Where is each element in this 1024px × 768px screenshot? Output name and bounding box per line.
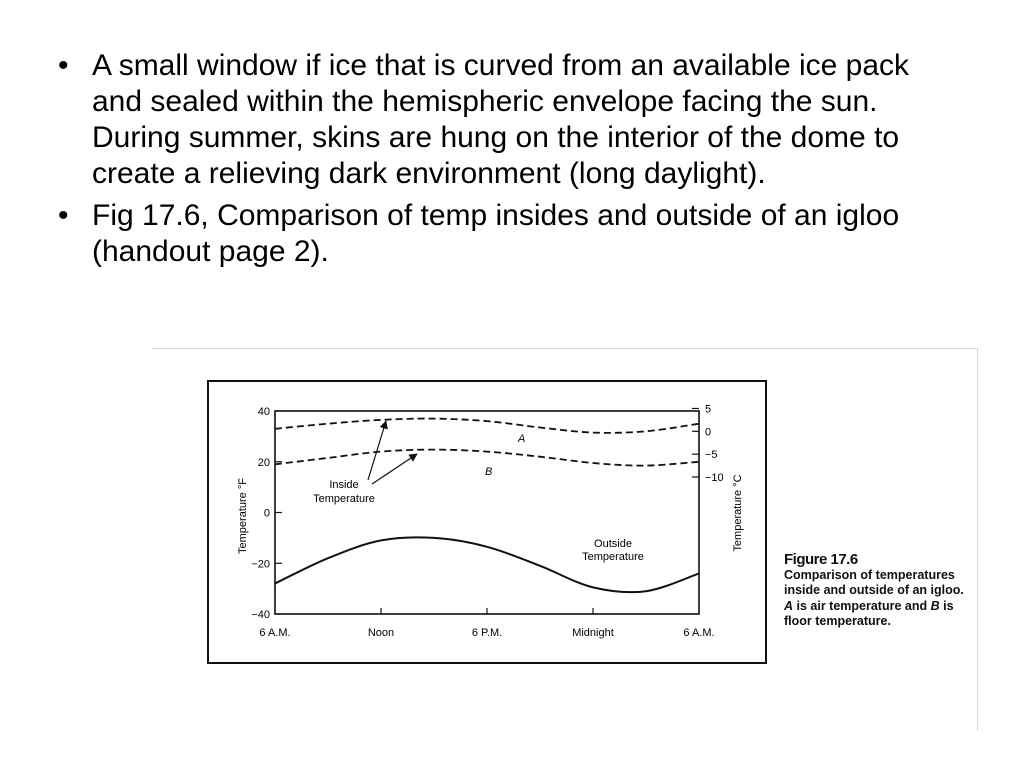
outside-temp-label-line1: Outside	[594, 538, 632, 550]
figure-caption	[784, 552, 964, 630]
series-a-line	[275, 419, 699, 433]
series-outside-temperature-line	[275, 537, 699, 592]
y-right-tick-label: −5	[705, 449, 718, 462]
inside-temp-label-line1: Inside	[329, 479, 359, 491]
inside-arrow-to-b	[372, 454, 417, 484]
curve-b-label: B	[485, 466, 493, 478]
right-axis	[692, 403, 724, 484]
x-tick-label: 6 P.M.	[471, 627, 503, 639]
bullet-text: A small window if ice that is curved from an available ice pack and sealed within the hemispheric envelope facing the sun. During summer, skins are hung on the interior of the dome to create a relieving dark environment (long daylight).	[92, 49, 910, 190]
caption-text: is floor temperature.	[784, 598, 954, 628]
y-left-tick-label: −40	[251, 609, 270, 621]
plot-area	[275, 411, 699, 614]
y-left-tick-label: 20	[257, 456, 270, 469]
series-b-line	[275, 450, 699, 466]
x-tick-label: 6 A.M.	[683, 627, 715, 639]
inside-arrow-to-a	[368, 421, 386, 480]
y-right-tick-label: 5	[705, 403, 712, 416]
figure-frame	[208, 381, 766, 663]
bullet-dot: •	[58, 49, 69, 82]
y-right-tick-label: −10	[705, 471, 724, 484]
x-axis	[259, 608, 714, 639]
bullet-text: Fig 17.6, Comparison of temp insides and outside of an igloo (handout page 2).	[92, 199, 900, 268]
x-tick-label: Midnight	[572, 627, 614, 639]
x-tick-label: Noon	[367, 627, 395, 639]
series-layer	[275, 419, 699, 593]
y-left-tick-label: 0	[263, 507, 270, 520]
caption-b: B	[930, 598, 940, 613]
caption-a: A	[784, 598, 794, 613]
caption-text: is air temperature and	[793, 598, 931, 613]
y-left-tick-label: 40	[257, 406, 270, 418]
x-tick-label: 6 A.M.	[259, 627, 291, 639]
inside-temp-label-line2: Temperature	[313, 493, 375, 505]
y-left-axis-label: Temperature °F	[237, 478, 249, 554]
y-left-tick-label: −20	[251, 558, 270, 571]
figure-caption-title: Figure 17.6	[784, 551, 858, 568]
bullet-dot: •	[58, 199, 69, 232]
caption-text: Comparison of temperatures inside and outside of an igloo.	[784, 567, 964, 597]
left-axis	[251, 406, 282, 621]
curve-a-label: A	[518, 433, 526, 445]
y-right-tick-label: 0	[705, 426, 712, 439]
outside-temp-label-line2: Temperature	[582, 551, 644, 563]
y-right-axis-label: Temperature °C	[732, 474, 744, 552]
